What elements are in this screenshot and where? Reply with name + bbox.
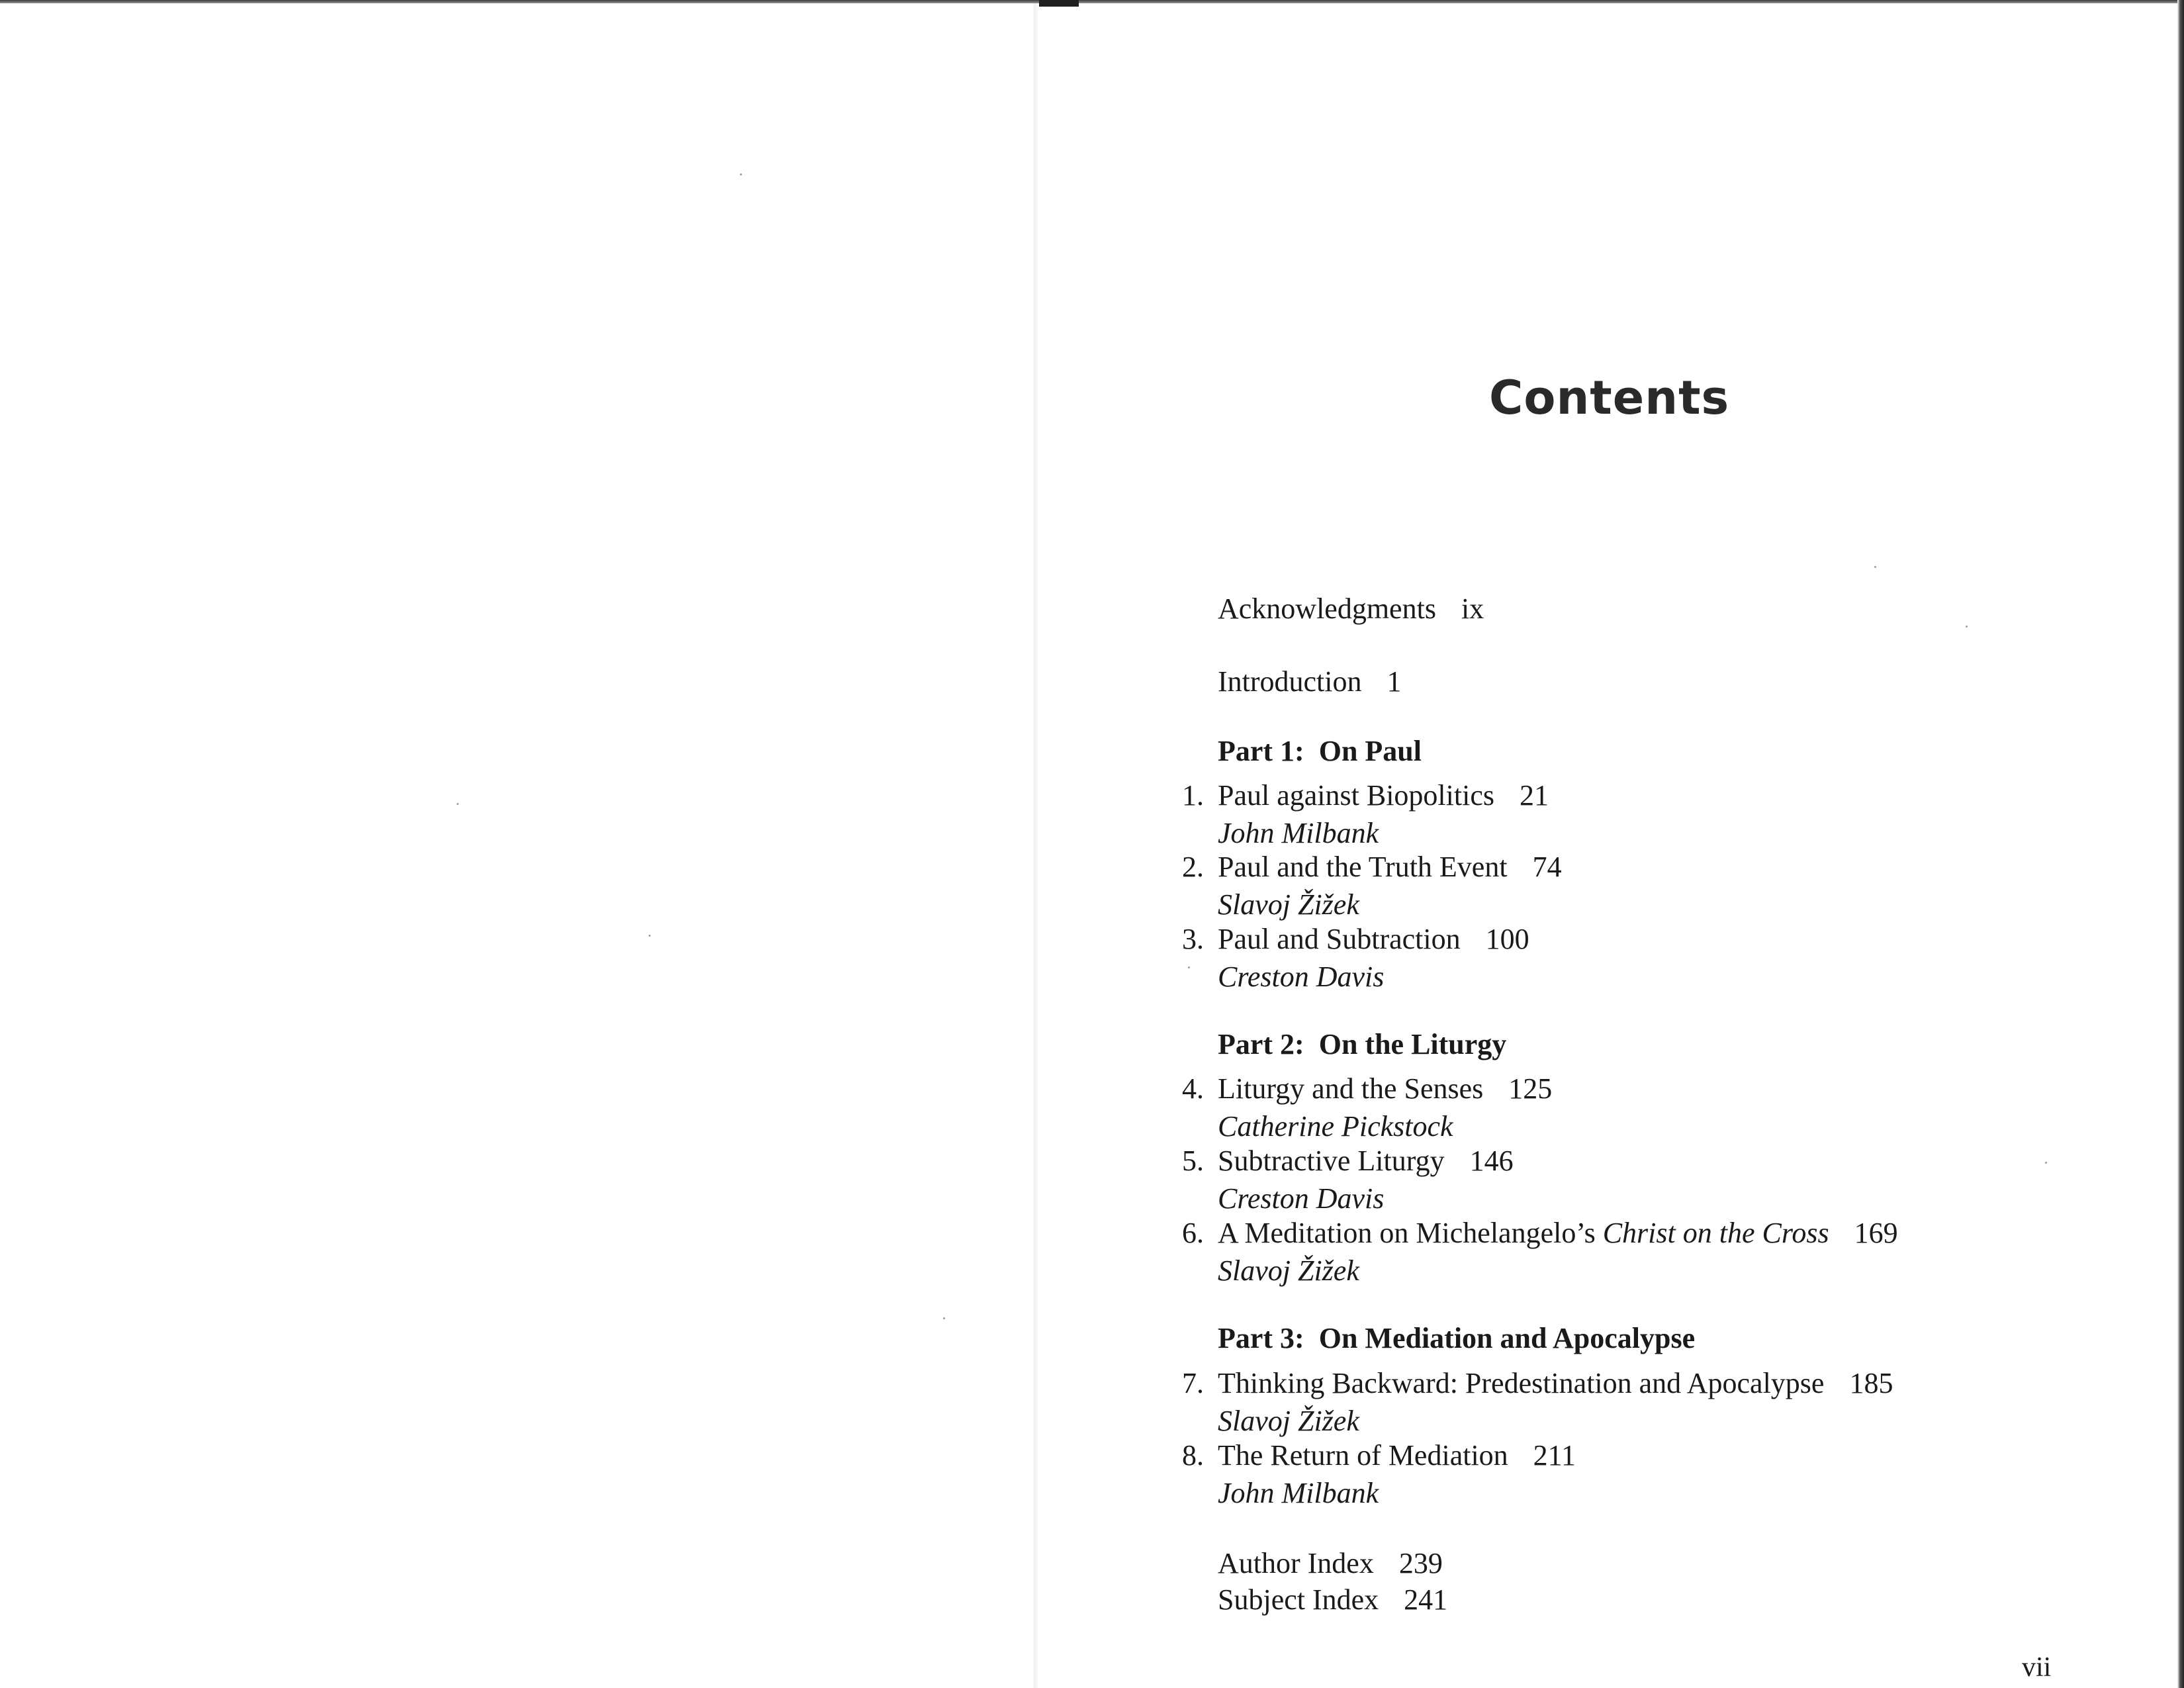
author-name: Catherine Pickstock [1218,1110,1453,1143]
chapter-author [1218,887,1359,923]
scan-speck [1874,566,1876,568]
page-number: 21 [1519,779,1549,812]
entry-title: Author Index [1218,1547,1374,1579]
page-number: 74 [1532,851,1562,883]
scan-speck [457,803,459,805]
page-number: 169 [1854,1217,1898,1249]
part-label: Part 3: [1218,1322,1304,1354]
entry-title: Introduction [1218,665,1362,698]
chapter-author [1218,1253,1359,1289]
toc-entry [1218,664,1402,700]
entry-title: Thinking Backward: Predestination and Apocalypse [1218,1367,1825,1399]
part-title: On the Liturgy [1318,1028,1507,1060]
chapter-number: 1. [1182,779,1204,812]
page-number: 239 [1398,1547,1443,1579]
toc-entry [1182,1143,1514,1179]
entry-title: Paul against Biopolitics [1218,779,1494,812]
scan-top-edge [0,0,2184,3]
part-heading [1218,733,1422,769]
scan-speck [649,935,651,937]
page-number: 241 [1404,1583,1448,1616]
toc-entry [1182,1438,1576,1474]
chapter-number: 4. [1182,1072,1204,1105]
toc-entry [1218,591,1484,627]
chapter-author [1218,816,1379,851]
part-heading [1218,1321,1695,1356]
toc-entry [1182,1071,1553,1107]
entry-title: A Meditation on Michelangelo’s [1218,1217,1603,1249]
chapter-number: 3. [1182,923,1204,955]
entry-title-italic: Christ on the Cross [1602,1217,1829,1249]
author-name: Creston Davis [1218,961,1385,993]
scan-speck [740,173,742,175]
page-folio: vii [2022,1652,2052,1683]
entry-title: Paul and the Truth Event [1218,851,1508,883]
author-name: John Milbank [1218,1477,1379,1509]
page-title: Contents [1489,371,1730,425]
entry-title: Subtractive Liturgy [1218,1145,1445,1177]
part-label: Part 2: [1218,1028,1304,1060]
page-number: 125 [1508,1072,1553,1105]
author-name: Slavoj Žižek [1218,888,1359,921]
toc-entry [1182,778,1549,814]
author-name: Creston Davis [1218,1182,1385,1215]
part-title: On Mediation and Apocalypse [1318,1322,1696,1354]
chapter-number: 8. [1182,1439,1204,1472]
page-number: 185 [1849,1367,1893,1399]
chapter-number: 7. [1182,1367,1204,1399]
toc-entry [1218,1582,1447,1618]
scan-speck [943,1317,945,1319]
scan-right-edge [2177,0,2184,1688]
scan-speck [1966,626,1968,628]
toc-entry [1182,849,1562,885]
chapter-number: 5. [1182,1145,1204,1177]
part-title: On Paul [1318,735,1422,767]
entry-title: Paul and Subtraction [1218,923,1461,955]
page-number: 100 [1485,923,1529,955]
author-name: Slavoj Žižek [1218,1254,1359,1287]
page-number: 1 [1387,665,1402,698]
chapter-number: 2. [1182,851,1204,883]
part-heading [1218,1027,1506,1062]
entry-title: Liturgy and the Senses [1218,1072,1484,1105]
toc-entry [1218,1546,1443,1581]
chapter-author [1218,1476,1379,1511]
left-page-blank [0,0,1036,1688]
scan-speck [1188,966,1190,968]
part-label: Part 1: [1218,735,1304,767]
page-number: 211 [1533,1439,1576,1472]
chapter-author [1218,1403,1359,1439]
chapter-number: 6. [1182,1217,1204,1249]
chapter-author [1218,959,1384,995]
toc-entry [1182,921,1529,957]
scan-speck [2045,1162,2047,1164]
page-number: ix [1461,592,1484,625]
entry-title: The Return of Mediation [1218,1439,1508,1472]
chapter-author [1218,1109,1453,1145]
author-name: Slavoj Žižek [1218,1405,1359,1437]
toc-entry [1182,1215,1898,1251]
chapter-author [1218,1181,1384,1217]
toc-entry [1182,1366,1893,1401]
scan-top-edge-mark [1039,0,1079,7]
page-number: 146 [1469,1145,1514,1177]
author-name: John Milbank [1218,817,1379,849]
entry-title: Subject Index [1218,1583,1379,1616]
book-gutter [1032,0,1038,1688]
entry-title: Acknowledgments [1218,592,1436,625]
